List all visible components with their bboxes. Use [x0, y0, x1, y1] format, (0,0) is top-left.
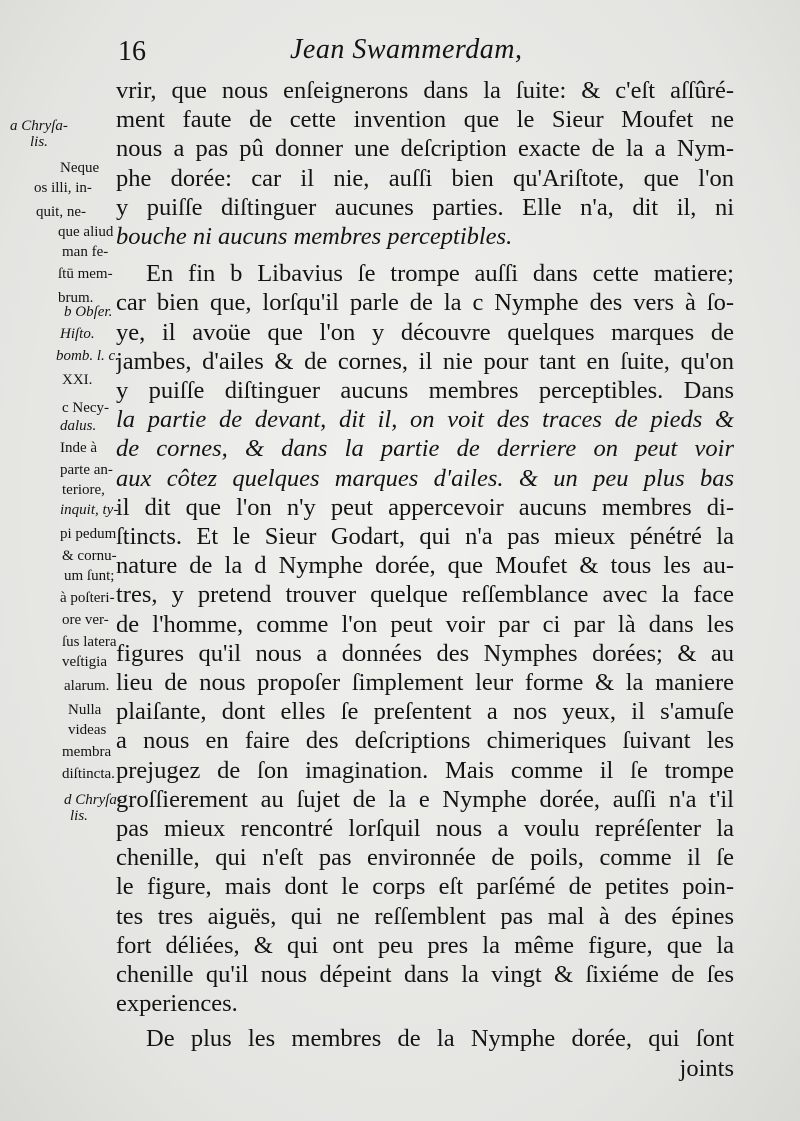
page-number: 16: [118, 36, 146, 67]
text-line: ment faute de cette invention que le Sieur Moufet ne: [116, 106, 734, 134]
text-line: figures qu'il nous a données des Nymphes dorées; & au: [116, 639, 734, 667]
text-line: le figure, mais dont le corps eſt parſémé de petites poin-: [116, 873, 734, 901]
text-line: de l'homme, comme l'on peut voir par ci par là dans les: [116, 610, 734, 638]
text-line: nature de la d Nymphe dorée, que Moufet & tous les au-: [116, 552, 734, 580]
running-head: [110, 30, 750, 70]
text-line: ye, il avoüe que l'on y découvre quelques marques de: [116, 318, 734, 346]
text-line: joints: [679, 1054, 734, 1082]
margin-note-line: d Chryſa-: [64, 792, 122, 808]
margin-note-line: lis.: [70, 808, 88, 824]
margin-note-line: ore ver-: [62, 612, 109, 628]
text-line: lieu de nous propoſer ſimplement leur forme & la maniere: [116, 669, 734, 696]
text-line: y puiſſe diſtinguer aucunes parties. Elle n'a, dit il, ni: [116, 193, 734, 221]
margin-note-line: inquit, ty-: [60, 502, 119, 518]
margin-note-line: Hiſto.: [60, 326, 95, 342]
margin-note-line: alarum.: [64, 678, 110, 694]
margin-note-line: diſtincta.: [62, 766, 115, 782]
text-line: phe dorée: car il nie, auſſi bien qu'Ariſtote, que l'on: [116, 164, 734, 192]
margin-note-line: à poſteri-: [60, 590, 115, 606]
text-line: chenille qu'il nous dépeint dans la vingt & ſixiéme de ſes: [116, 961, 734, 988]
running-title: Jean Swammerdam,: [290, 34, 523, 65]
text-line: groſſierement au ſujet de la e Nymphe dorée, auſſi n'a t'il: [116, 785, 734, 813]
margin-note-line: c Necy-: [62, 400, 110, 416]
text-line: fort déliées, & qui ont peu pres la même figure, que la: [116, 931, 734, 959]
margin-note-line: XXI.: [62, 372, 93, 388]
margin-note-line: que aliud: [58, 224, 114, 240]
margin-note-line: videas: [68, 722, 107, 738]
text-line: pas mieux rencontré lorſquil nous a voulu repréſenter la: [116, 815, 734, 842]
text-line: plaiſante, dont elles ſe preſentent a nos yeux, il s'amuſe: [116, 698, 734, 726]
text-line: nous a pas pû donner une deſcription exacte de la a Nym-: [116, 135, 734, 163]
margin-note-line: a Chryſa-: [10, 118, 68, 134]
margin-note-line: quit, ne-: [36, 204, 86, 220]
margin-note-line: brum.: [58, 290, 94, 306]
text-line: jambes, d'ailes & de cornes, il nie pour tant en ſuite, qu'on: [116, 347, 734, 375]
margin-note-line: ſtū mem-: [58, 266, 113, 282]
margin-note-line: parte an-: [60, 462, 113, 478]
margin-note-line: os illi, in-: [34, 180, 92, 196]
text-line: de cornes, & dans la partie de derriere on peut voir: [116, 435, 734, 463]
text-line: il dit que l'on n'y peut appercevoir aucuns membres di-: [116, 493, 734, 521]
text-line: tres, y pretend trouver quelque reſſemblance avec la face: [116, 581, 734, 609]
text-line: car bien que, lorſqu'il parle de la c Nymphe des vers à ſo-: [116, 289, 734, 317]
text-line: De plus les membres de la Nymphe dorée, qui ſont: [146, 1025, 734, 1053]
margin-note-line: membra: [62, 744, 112, 760]
margin-note-line: teriore,: [62, 482, 105, 498]
text-line: chenille, qui n'eſt pas environnée de poils, comme il ſe: [116, 844, 734, 872]
margin-note-line: Neque: [60, 160, 100, 176]
text-line: la partie de devant, dit il, on voit des traces de pieds &: [116, 406, 734, 434]
margin-note-line: man fe-: [62, 244, 109, 260]
text-line: bouche ni aucuns membres perceptibles.: [116, 223, 513, 250]
text-line: aux côtez quelques marques d'ailes. & un peu plus bas: [116, 464, 734, 492]
margin-note-line: Inde à: [60, 440, 98, 456]
margin-note-line: um ſunt;: [64, 568, 115, 584]
text-line: prejugez de ſon imagination. Mais comme il ſe trompe: [116, 756, 734, 784]
margin-note-line: b Obſer.: [64, 304, 113, 320]
margin-note-line: pi pedum: [60, 526, 117, 542]
margin-note-line: & cornu-: [62, 548, 117, 564]
text-line: tes tres aiguës, qui ne reſſemblent pas mal à des épines: [116, 902, 734, 930]
text-line: vrir, que nous enſeignerons dans la ſuite: & c'eſt aſſûré-: [116, 77, 734, 104]
text-line: ſtincts. Et le Sieur Godart, qui n'a pas mieux pénétré la: [116, 523, 734, 550]
margin-note-line: lis.: [30, 134, 48, 150]
margin-note-line: bomb. l. c.: [56, 348, 119, 364]
margin-note-line: ſus latera: [62, 634, 117, 650]
margin-note-line: veſtigia: [62, 654, 107, 670]
text-line: En fin b Libavius ſe trompe auſſi dans cette matiere;: [146, 260, 734, 288]
margin-note-line: Nulla: [68, 702, 102, 718]
margin-note-line: dalus.: [60, 418, 97, 434]
text-line: experiences.: [116, 990, 238, 1018]
text-line: y puiſſe diſtinguer aucuns membres perceptibles. Dans: [116, 377, 734, 404]
text-line: a nous en faire des deſcriptions chimeriques ſuivant les: [116, 727, 734, 755]
